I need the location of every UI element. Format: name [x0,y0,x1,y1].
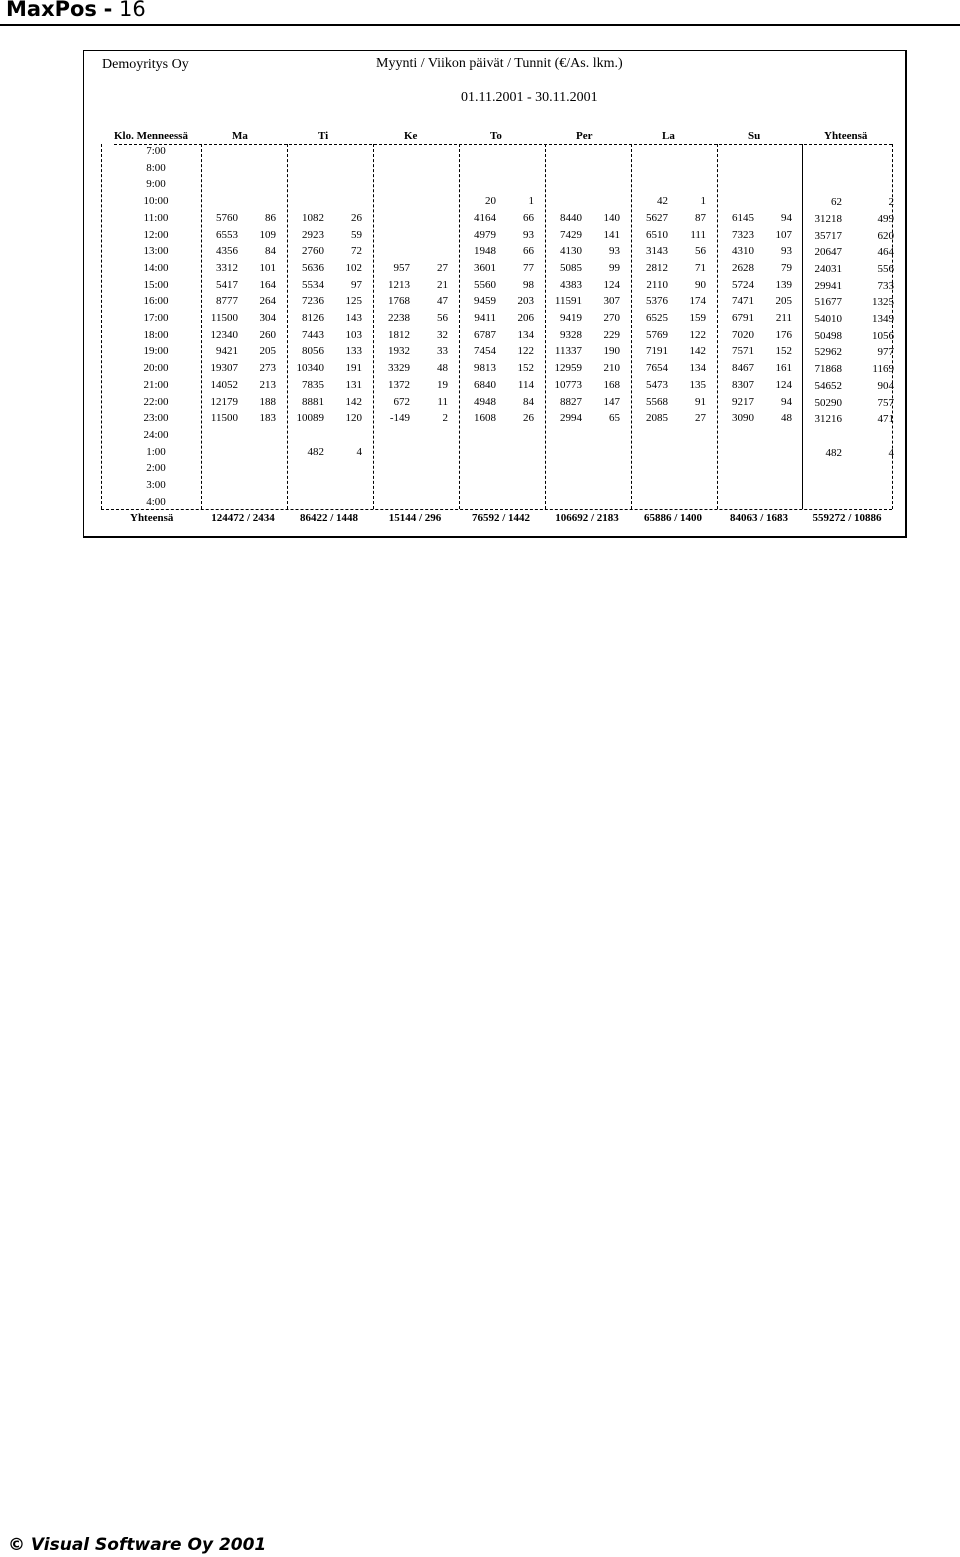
sales-amount: 3329 [388,362,410,375]
sales-amount: 9813 [474,362,496,375]
time-label: 15:00 [143,278,169,291]
customer-count: 210 [603,362,620,375]
sales-amount: 4130 [560,245,582,258]
sales-amount: 1768 [388,295,410,308]
sales-amount: 35717 [814,229,842,242]
report-date-range: 01.11.2001 - 30.11.2001 [461,90,598,105]
customer-count: 264 [259,295,276,308]
sales-amount: 5636 [302,261,324,274]
customer-count: 140 [603,211,620,224]
sales-amount: 9421 [216,345,238,358]
customer-count: 124 [603,278,620,291]
customer-count: 733 [877,279,894,292]
sales-amount: 9328 [560,328,582,341]
sales-amount: 5534 [302,278,324,291]
sales-amount: 20647 [814,246,842,259]
customer-count: 72 [351,245,362,258]
sales-amount: 8056 [302,345,324,358]
time-label: 2:00 [146,462,166,475]
customer-count: 56 [695,245,706,258]
customer-count: 114 [517,378,534,391]
sales-amount: 2110 [646,278,668,291]
sales-amount: 2238 [388,312,410,324]
sales-amount: 5560 [474,278,496,291]
customer-count: 174 [689,295,706,308]
customer-count: 183 [259,412,276,425]
customer-count: 168 [603,378,620,391]
sales-amount: 2760 [302,245,324,258]
sales-amount: 7835 [302,378,324,391]
sales-amount: 8777 [216,295,238,308]
sales-amount: 8307 [732,378,754,391]
sales-amount: 8440 [560,211,582,224]
sales-amount: 1932 [388,345,410,358]
time-label: 14:00 [143,261,169,274]
sales-amount: 19307 [210,362,238,375]
customer-count: 206 [517,312,534,324]
sales-amount: -149 [389,412,410,425]
customer-count: 48 [781,412,792,425]
customer-count: 1349 [872,313,894,325]
sales-amount: 6510 [646,228,668,241]
time-column-header: Klo. Menneessä [114,130,188,142]
customer-count: 2 [888,196,894,209]
customer-count: 122 [689,328,706,341]
customer-count: 191 [345,362,362,375]
sales-amount: 8881 [302,395,324,408]
customer-count: 904 [877,379,894,392]
column-total: 65886 / 1400 [643,512,703,524]
customer-count: 164 [259,278,276,291]
sales-amount: 2923 [302,228,324,241]
customer-count: 190 [603,345,620,358]
customer-count: 176 [775,328,792,341]
customer-count: 77 [523,261,534,274]
sales-amount: 4164 [474,211,496,224]
column-divider [545,144,546,509]
customer-count: 93 [523,228,534,241]
sales-amount: 1608 [474,412,496,425]
customer-count: 133 [345,345,362,358]
sales-amount: 1948 [474,245,496,258]
sales-amount: 5760 [216,211,238,224]
sales-amount: 7191 [646,345,668,358]
customer-count: 147 [603,395,620,408]
customer-count: 143 [345,312,362,324]
customer-count: 90 [695,278,706,291]
customer-count: 620 [877,229,894,242]
sales-amount: 9459 [474,295,496,308]
sales-amount: 8467 [732,362,754,375]
day-header: Yhteensä [824,130,868,142]
sales-amount: 7454 [474,345,496,358]
customer-count: 84 [265,245,276,258]
sales-amount: 7654 [646,362,668,375]
customer-count: 139 [775,278,792,291]
page-header-text [6,0,146,21]
customer-count: 161 [775,362,792,375]
time-label: 12:00 [143,228,169,241]
sales-amount: 54652 [814,379,842,392]
sales-amount: 6553 [216,228,238,241]
sales-amount: 31218 [814,212,842,225]
customer-count: 47 [437,295,448,308]
sales-amount: 3143 [646,245,668,258]
sales-amount: 12959 [554,362,582,375]
customer-count: 1 [700,195,706,208]
customer-count: 464 [877,246,894,259]
sales-amount: 2812 [646,261,668,274]
sales-amount: 71868 [814,363,842,376]
sales-amount: 9419 [560,312,582,324]
sales-amount: 8827 [560,395,582,408]
sales-amount: 1082 [302,211,324,224]
sales-amount: 7236 [302,295,324,308]
time-label: 22:00 [143,395,169,408]
day-header: To [490,130,502,142]
time-label: 7:00 [146,145,166,157]
customer-count: 21 [437,278,448,291]
customer-count: 203 [517,295,534,308]
sales-amount: 31216 [814,413,842,426]
sales-amount: 6525 [646,312,668,324]
sales-amount: 50498 [814,329,842,342]
sales-amount: 4310 [732,245,754,258]
customer-count: 33 [437,345,448,358]
sales-amount: 2994 [560,412,582,425]
customer-count: 86 [265,211,276,224]
sales-amount: 6840 [474,378,496,391]
customer-count: 304 [259,312,276,324]
customer-count: 142 [345,395,362,408]
sales-amount: 2085 [646,412,668,425]
customer-count: 124 [775,378,792,391]
totals-divider-line [101,509,892,510]
customer-count: 1325 [872,296,894,309]
customer-count: 152 [517,362,534,375]
sales-amount: 29941 [814,279,842,292]
sales-amount: 52962 [814,346,842,359]
customer-count: 65 [609,412,620,425]
customer-count: 93 [609,245,620,258]
day-header: La [662,130,675,142]
customer-count: 11 [437,395,448,408]
column-total: 106692 / 2183 [555,512,619,524]
sales-amount: 5627 [646,211,668,224]
sales-amount: 5769 [646,328,668,341]
sales-amount: 4356 [216,245,238,258]
sales-amount: 4383 [560,278,582,291]
customer-count: 213 [259,378,276,391]
sales-amount: 5473 [646,378,668,391]
sales-amount: 4979 [474,228,496,241]
sales-amount: 5085 [560,261,582,274]
sales-amount: 5376 [646,295,668,308]
sales-amount: 1812 [388,328,410,341]
sales-amount: 12340 [210,328,238,341]
sales-amount: 11591 [554,295,582,308]
sales-amount: 24031 [814,262,842,275]
column-total: 559272 / 10886 [812,512,882,524]
sales-amount: 11337 [554,345,582,358]
sales-amount: 14052 [210,378,238,391]
sales-amount: 62 [831,196,842,209]
sales-amount: 51677 [814,296,842,309]
customer-count: 84 [523,395,534,408]
day-header: Ti [318,130,329,142]
customer-count: 307 [603,295,620,308]
sales-amount: 50290 [814,396,842,409]
customer-count: 27 [695,412,706,425]
customer-count: 142 [689,345,706,358]
column-divider [201,144,202,509]
customer-count: 32 [437,328,448,341]
header-divider [114,144,892,145]
sales-amount: 672 [393,395,410,408]
sales-amount: 482 [307,445,324,458]
customer-count: 66 [523,211,534,224]
customer-count: 79 [781,261,792,274]
sales-amount: 6787 [474,328,496,341]
sales-amount: 7443 [302,328,324,341]
sales-amount: 9411 [474,312,496,324]
time-label: 11:00 [143,211,169,224]
customer-count: 1 [528,195,534,208]
customer-count: 2 [442,412,448,425]
sales-amount: 10340 [296,362,324,375]
time-label: 3:00 [146,479,166,491]
day-header: Ma [232,130,248,142]
customer-count: 91 [695,395,706,408]
sales-amount: 3312 [216,261,238,274]
header-separator: - [103,0,113,21]
customer-count: 4 [356,445,362,458]
time-label: 19:00 [143,345,169,358]
customer-count: 977 [877,346,894,359]
sales-amount: 1213 [388,278,410,291]
customer-count: 94 [781,395,792,408]
customer-count: 260 [259,328,276,341]
customer-count: 211 [775,312,792,324]
customer-count: 94 [781,211,792,224]
sales-amount: 11500 [210,312,238,324]
sales-amount: 957 [393,261,410,274]
sales-amount: 6145 [732,211,754,224]
customer-count: 101 [259,261,276,274]
customer-count: 98 [523,278,534,291]
day-header: Per [576,130,593,142]
customer-count: 87 [695,211,706,224]
customer-count: 273 [259,362,276,375]
sales-amount: 10089 [296,412,324,425]
time-label: 9:00 [146,178,166,191]
sales-amount: 3090 [732,412,754,425]
sales-amount: 42 [657,195,668,208]
sales-amount: 5568 [646,395,668,408]
customer-count: 141 [603,228,620,241]
customer-count: 102 [345,261,362,274]
copyright-footer: © Visual Software Oy 2001 [8,1535,267,1555]
customer-count: 188 [259,395,276,408]
customer-count: 26 [523,412,534,425]
customer-count: 134 [517,328,534,341]
customer-count: 125 [345,295,362,308]
time-label: 20:00 [143,362,169,375]
customer-count: 56 [437,312,448,324]
sales-amount: 11500 [210,412,238,425]
customer-count: 205 [775,295,792,308]
column-total: 124472 / 2434 [211,512,275,524]
day-header: Su [748,130,761,142]
column-divider [101,144,102,509]
sales-amount: 7571 [732,345,754,358]
sales-amount: 482 [825,446,842,459]
customer-count: 270 [603,312,620,324]
sales-amount: 3601 [474,261,496,274]
time-label: 16:00 [143,295,169,308]
customer-count: 1169 [872,363,894,376]
sales-amount: 8126 [302,312,324,324]
sales-amount: 4948 [474,395,496,408]
day-header: Ke [404,130,418,142]
customer-count: 48 [437,362,448,375]
customer-count: 27 [437,261,448,274]
customer-count: 556 [877,262,894,275]
customer-count: 4 [888,446,894,459]
sales-amount: 20 [485,195,496,208]
totals-label: Yhteensä [130,512,174,524]
customer-count: 120 [345,412,362,425]
customer-count: 71 [695,261,706,274]
customer-count: 109 [259,228,276,241]
customer-count: 159 [689,312,706,324]
brand-name: MaxPos [6,0,97,21]
customer-count: 19 [437,378,448,391]
sales-amount: 6791 [732,312,754,324]
time-label: 21:00 [143,378,169,391]
customer-count: 111 [690,228,706,241]
sales-amount: 10773 [554,378,582,391]
sales-amount: 9217 [732,395,754,408]
customer-count: 757 [877,396,894,409]
customer-count: 59 [351,228,362,241]
customer-count: 107 [775,228,792,241]
customer-count: 26 [351,211,362,224]
customer-count: 499 [877,212,894,225]
column-total: 86422 / 1448 [299,512,359,524]
customer-count: 103 [345,328,362,341]
column-total: 76592 / 1442 [471,512,531,524]
sales-amount: 7471 [732,295,754,308]
page-number: 16 [119,0,146,21]
sales-amount: 7429 [560,228,582,241]
customer-count: 99 [609,261,620,274]
time-label: 8:00 [146,161,166,174]
column-total: 15144 / 296 [388,512,442,524]
customer-count: 152 [775,345,792,358]
report-title: Myynti / Viikon päivät / Tunnit (€/As. lkm.) [376,56,623,71]
sales-report [83,50,907,538]
column-divider [373,144,374,509]
time-label: 13:00 [143,245,169,258]
time-label: 24:00 [143,428,169,441]
column-divider [717,144,718,509]
company-name: Demoyritys Oy [102,57,189,72]
customer-count: 131 [345,378,362,391]
customer-count: 229 [603,328,620,341]
customer-count: 122 [517,345,534,358]
time-label: 1:00 [146,445,166,458]
customer-count: 97 [351,278,362,291]
sales-amount: 1372 [388,378,410,391]
sales-amount: 12179 [210,395,238,408]
time-label: 18:00 [143,328,169,341]
sales-amount: 5417 [216,278,238,291]
customer-count: 134 [689,362,706,375]
customer-count: 205 [259,345,276,358]
sales-amount: 2628 [732,261,754,274]
customer-count: 135 [689,378,706,391]
time-label: 4:00 [146,495,166,508]
time-label: 23:00 [143,412,169,425]
sales-amount: 7020 [732,328,754,341]
customer-count: 1056 [872,329,894,342]
page-header [0,0,960,26]
sales-amount: 5724 [732,278,754,291]
column-total: 84063 / 1683 [729,512,789,524]
customer-count: 66 [523,245,534,258]
sales-amount: 54010 [814,313,842,325]
time-label: 17:00 [143,312,169,324]
time-label: 10:00 [143,195,169,208]
customer-count: 93 [781,245,792,258]
customer-count: 471 [877,413,894,426]
sales-amount: 7323 [732,228,754,241]
